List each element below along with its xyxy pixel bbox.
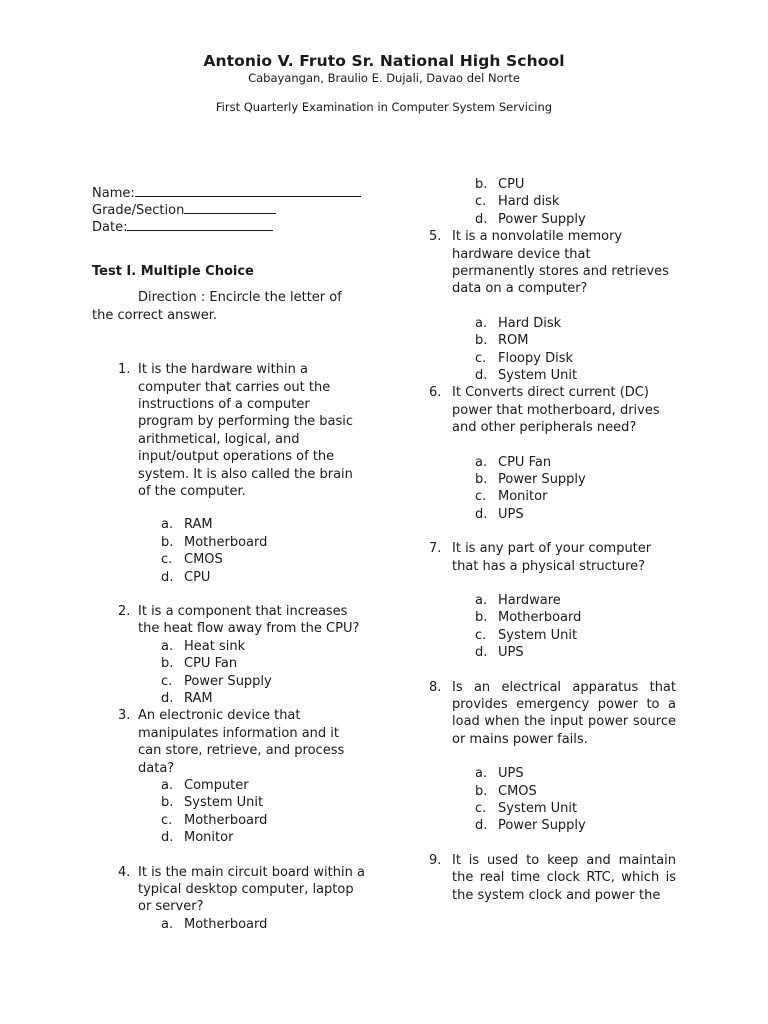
question-number: 8. <box>429 679 442 695</box>
question-stem: It is a nonvolatile memory hardware device that permanently stores and retrieves data on a computer? <box>452 229 669 297</box>
option-c[interactable]: c. Floopy Disk <box>475 350 573 366</box>
question-6 <box>429 384 676 523</box>
grade-section-field[interactable] <box>92 201 367 218</box>
option-a[interactable]: a. CPU Fan <box>475 454 552 470</box>
document-header <box>0 51 768 114</box>
question-stem: Is an electrical apparatus that provides emergency power to a load when the input power source or mains power fails. <box>452 679 676 747</box>
option-list <box>161 916 367 933</box>
test-title: Test I. Multiple Choice <box>92 264 254 279</box>
date-blank-line[interactable] <box>127 218 273 231</box>
question-number: 6. <box>429 385 442 401</box>
school-address: Cabayangan, Braulio E. Dujali, Davao del Norte <box>248 71 520 85</box>
question-2 <box>92 603 367 707</box>
question-number: 2. <box>118 604 131 620</box>
question-4-continued-options <box>475 176 676 228</box>
option-d[interactable]: d. Power Supply <box>475 211 586 227</box>
option-list <box>475 592 676 662</box>
school-name: Antonio V. Fruto Sr. National High School <box>203 52 565 70</box>
right-column <box>429 176 676 904</box>
option-b[interactable]: b. CPU <box>475 177 525 192</box>
option-c[interactable]: c. Hard disk <box>475 194 560 210</box>
option-a[interactable]: a. UPS <box>475 766 524 782</box>
option-a[interactable]: a. Heat sink <box>161 638 246 654</box>
question-number: 1. <box>118 362 131 378</box>
option-c[interactable]: c. Monitor <box>475 489 548 505</box>
name-field[interactable] <box>92 184 367 201</box>
question-8 <box>429 679 676 835</box>
option-c[interactable]: c. System Unit <box>475 800 578 816</box>
option-c[interactable]: c. System Unit <box>475 627 578 643</box>
option-list <box>161 638 367 708</box>
question-stem: It is the main circuit board within a typical desktop computer, laptop or server? <box>138 864 365 915</box>
option-list <box>161 777 367 847</box>
question-4 <box>92 864 367 934</box>
option-b[interactable]: b. CPU Fan <box>161 656 238 672</box>
question-stem: It is used to keep and maintain the real time clock RTC, which is the system clock and power the <box>452 852 676 903</box>
option-d[interactable]: d. Power Supply <box>475 818 586 834</box>
option-a[interactable]: a. RAM <box>161 517 213 533</box>
option-a[interactable]: a. Motherboard <box>161 916 268 932</box>
left-column <box>92 184 367 933</box>
question-stem: It is any part of your computer that has a physical structure? <box>452 541 652 574</box>
question-stem: It Converts direct current (DC) power that motherboard, drives and other peripherals need? <box>452 385 660 436</box>
grade-section-blank-line[interactable] <box>184 201 276 214</box>
question-5 <box>429 228 676 384</box>
option-list <box>475 765 676 835</box>
option-d[interactable]: d. System Unit <box>475 367 578 383</box>
grade-section-label: Grade/Section <box>92 203 185 218</box>
question-stem: An electronic device that manipulates information and it can store, retrieve, and process data? <box>138 708 345 776</box>
question-number: 9. <box>429 852 442 868</box>
option-list <box>161 516 367 586</box>
direction-text: Direction : Encircle the letter of the correct answer. <box>92 290 342 323</box>
question-7 <box>429 540 676 661</box>
question-3 <box>92 707 367 846</box>
question-9 <box>429 852 676 904</box>
option-c[interactable]: c. CMOS <box>161 552 223 568</box>
option-b[interactable]: b. System Unit <box>161 795 264 811</box>
option-c[interactable]: c. Motherboard <box>161 812 268 828</box>
option-c[interactable]: c. Power Supply <box>161 673 272 689</box>
name-blank-line[interactable] <box>135 184 361 197</box>
option-d[interactable]: d. RAM <box>161 691 213 707</box>
question-number: 4. <box>118 864 131 880</box>
option-d[interactable]: d. CPU <box>161 569 211 585</box>
option-b[interactable]: b. Motherboard <box>161 534 268 550</box>
question-1 <box>92 361 367 586</box>
option-d[interactable]: d. UPS <box>475 645 524 661</box>
question-number: 3. <box>118 708 131 724</box>
question-number: 5. <box>429 229 442 245</box>
option-d[interactable]: d. Monitor <box>161 830 234 846</box>
option-a[interactable]: a. Hard Disk <box>475 315 562 331</box>
exam-title: First Quarterly Examination in Computer System Servicing <box>215 100 553 114</box>
question-stem: It is the hardware within a computer that carries out the instructions of a computer program by performing the basic arithmetical, logical, and input/output operations of the system. It is also called the brain of the computer. <box>138 362 354 500</box>
option-d[interactable]: d. UPS <box>475 506 524 522</box>
date-label: Date: <box>92 220 128 235</box>
option-b[interactable]: b. CMOS <box>475 783 537 799</box>
date-field[interactable] <box>92 218 367 235</box>
question-stem: It is a component that increases the heat flow away from the CPU? <box>138 604 360 637</box>
option-b[interactable]: b. Power Supply <box>475 471 586 487</box>
option-list <box>475 315 676 385</box>
option-b[interactable]: b. ROM <box>475 333 529 349</box>
name-label: Name: <box>92 186 135 201</box>
option-b[interactable]: b. Motherboard <box>475 610 582 626</box>
option-a[interactable]: a. Computer <box>161 778 249 794</box>
option-list <box>475 454 676 524</box>
option-a[interactable]: a. Hardware <box>475 592 561 608</box>
question-number: 7. <box>429 541 442 557</box>
